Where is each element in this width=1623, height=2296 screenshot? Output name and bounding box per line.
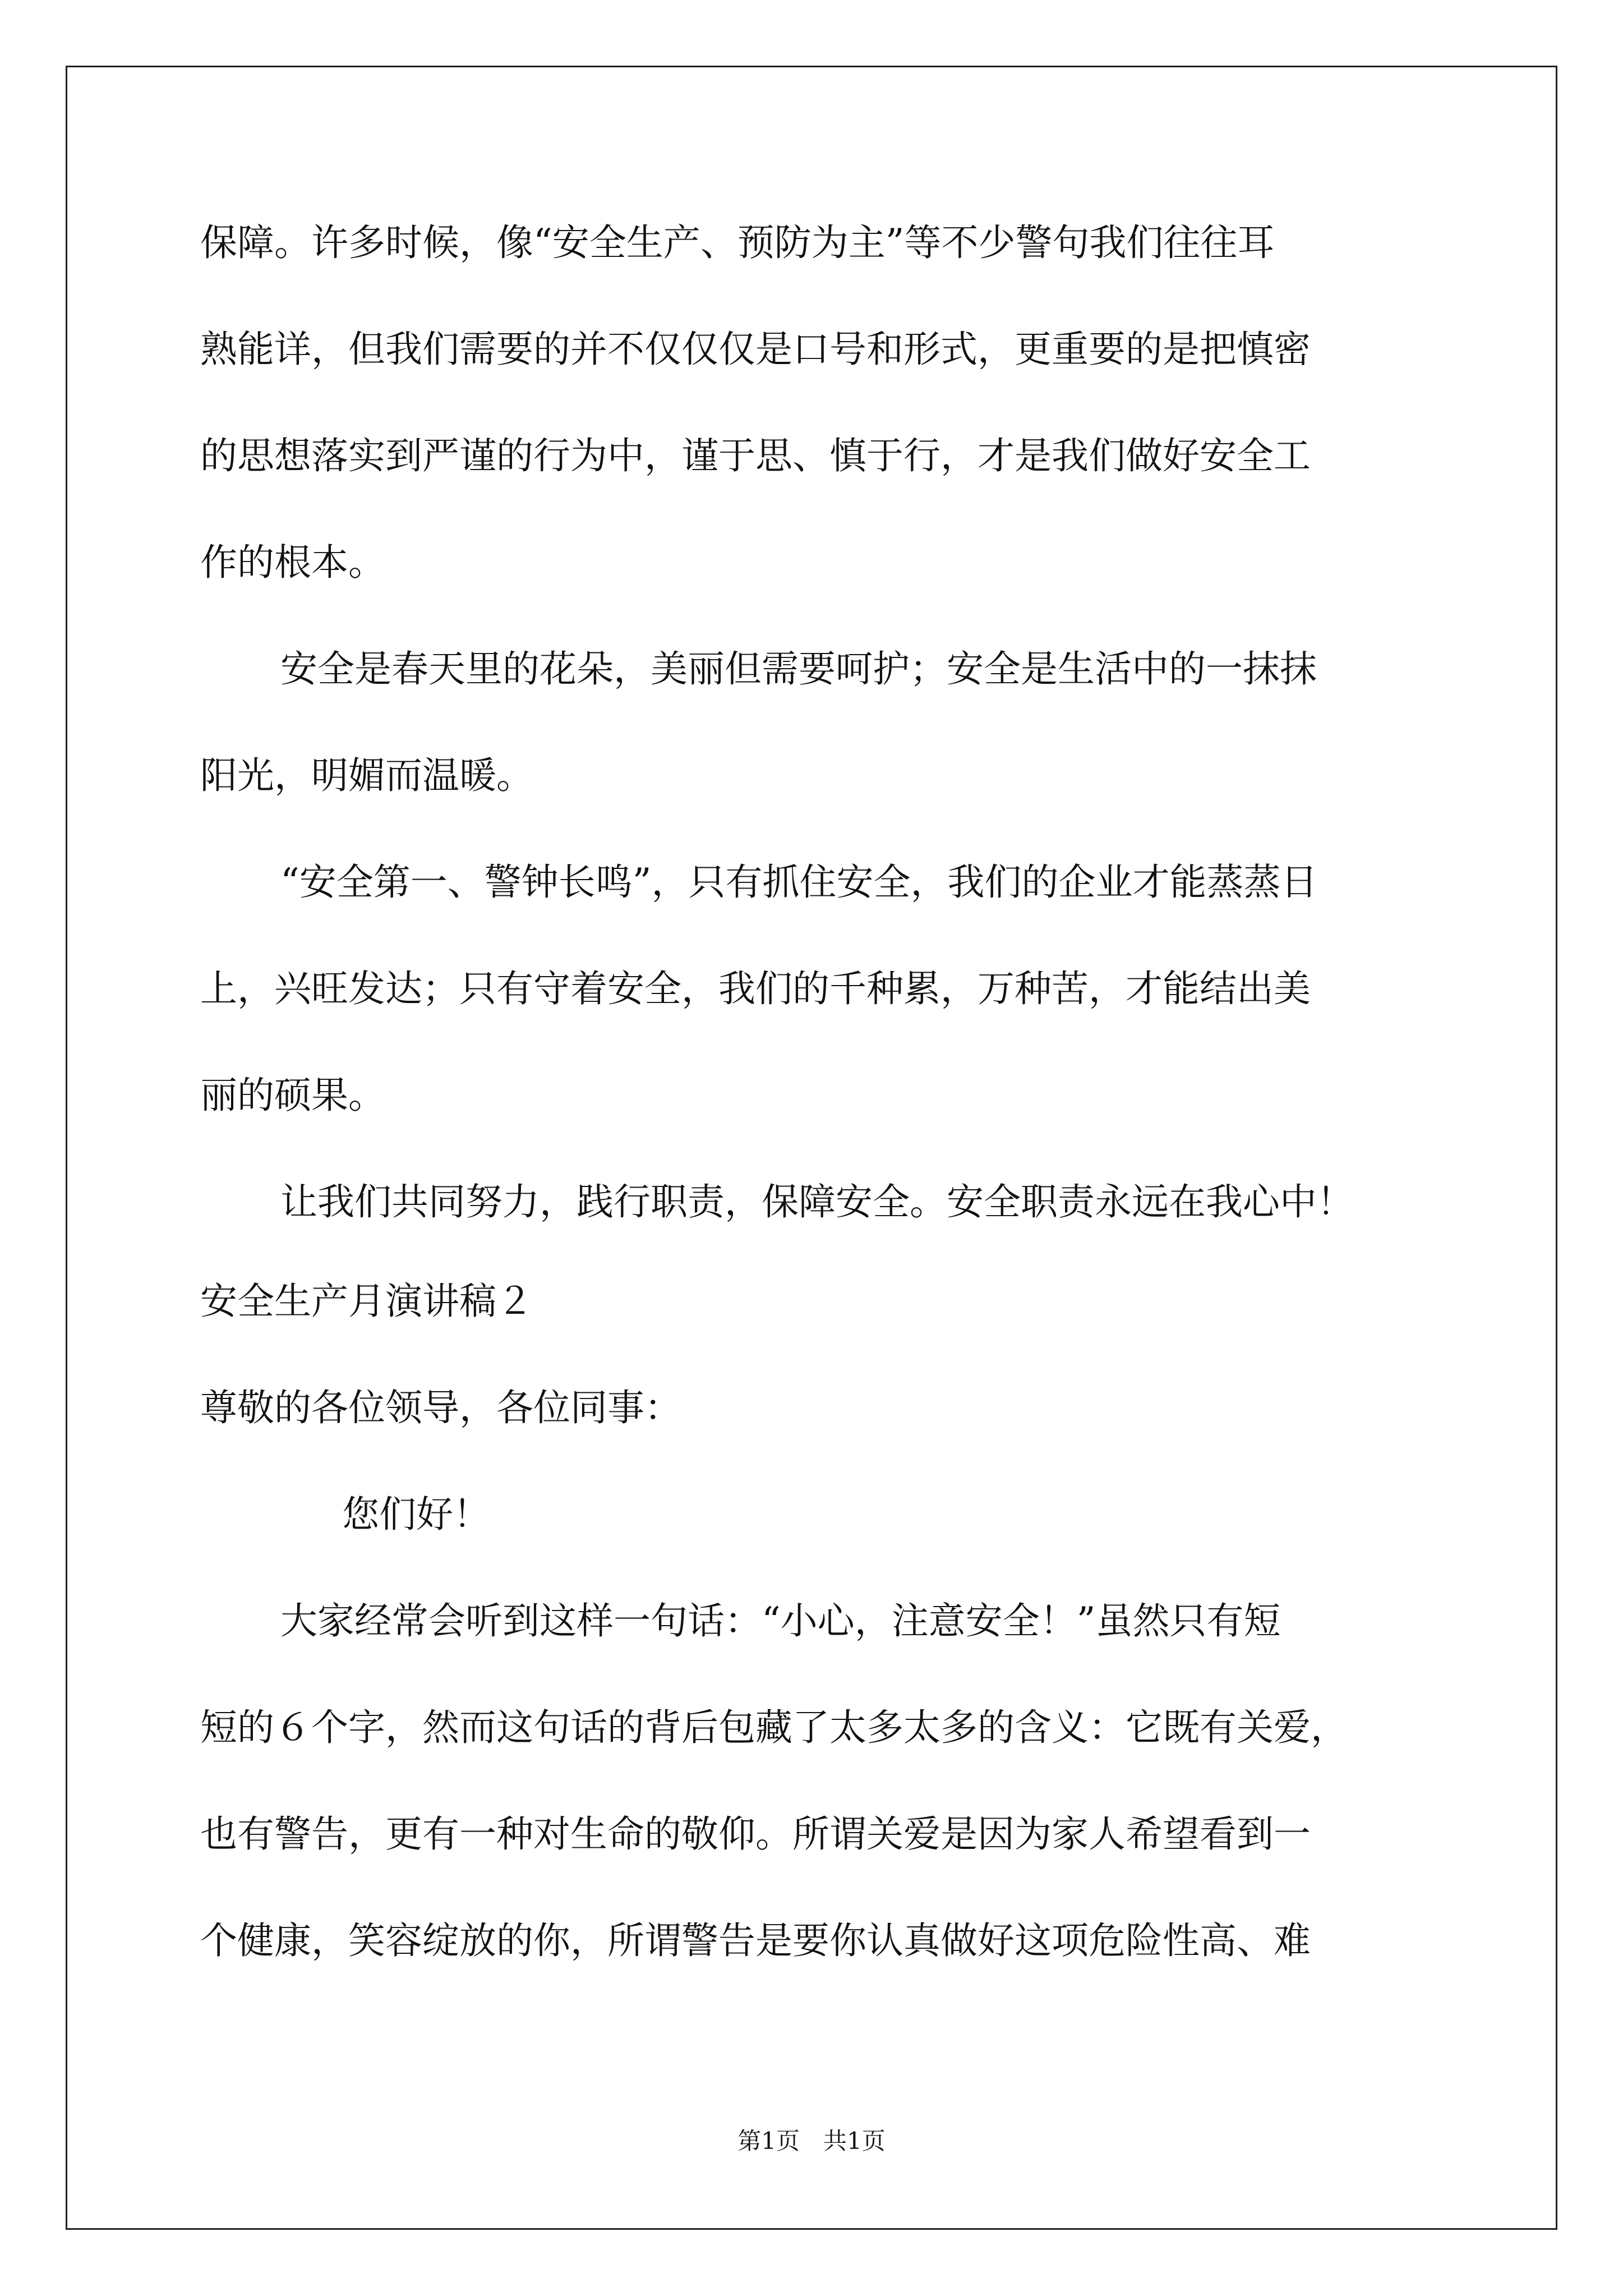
page-number-footer: 第1页 共1页 [737, 2127, 886, 2155]
text-line: 个健康，笑容绽放的你，所谓警告是要你认真做好这项危险性高、难 [200, 1919, 1311, 1962]
text-line: 丽的硕果。 [200, 1074, 385, 1117]
greeting: 您们好！ [342, 1493, 490, 1536]
text-line: 作的根本。 [200, 541, 385, 584]
text-line: 上，兴旺发达；只有守着安全，我们的千种累，万种苦，才能结出美 [200, 967, 1311, 1010]
section-heading: 安全生产月演讲稿２ [200, 1280, 533, 1323]
text-line: 的思想落实到严谨的行为中，谨于思、慎于行，才是我们做好安全工 [200, 434, 1311, 477]
salutation: 尊敬的各位领导，各位同事： [200, 1386, 681, 1429]
paragraph-line-indented: “安全第一、警钟长鸣”，只有抓住安全，我们的企业才能蒸蒸日 [280, 861, 1318, 904]
paragraph-line-indented: 让我们共同努力，践行职责，保障安全。安全职责永远在我心中！ [280, 1180, 1354, 1223]
page-border [66, 66, 1557, 2230]
text-line: 短的６个字，然而这句话的背后包藏了太多太多的含义：它既有关爱， [200, 1706, 1348, 1749]
text-line: 保障。许多时候，像“安全生产、预防为主”等不少警句我们往往耳 [200, 221, 1275, 264]
text-line: 熟能详，但我们需要的并不仅仅仅是口号和形式，更重要的是把慎密 [200, 328, 1311, 371]
paragraph-line-indented: 安全是春天里的花朵，美丽但需要呵护；安全是生活中的一抹抹 [280, 647, 1317, 691]
paragraph-line-indented: 大家经常会听到这样一句话：“小心，注意安全！”虽然只有短 [280, 1599, 1281, 1642]
text-line: 也有警告，更有一种对生命的敬仰。所谓关爱是因为家人希望看到一 [200, 1812, 1311, 1856]
text-line: 阳光，明媚而温暖。 [200, 754, 533, 797]
